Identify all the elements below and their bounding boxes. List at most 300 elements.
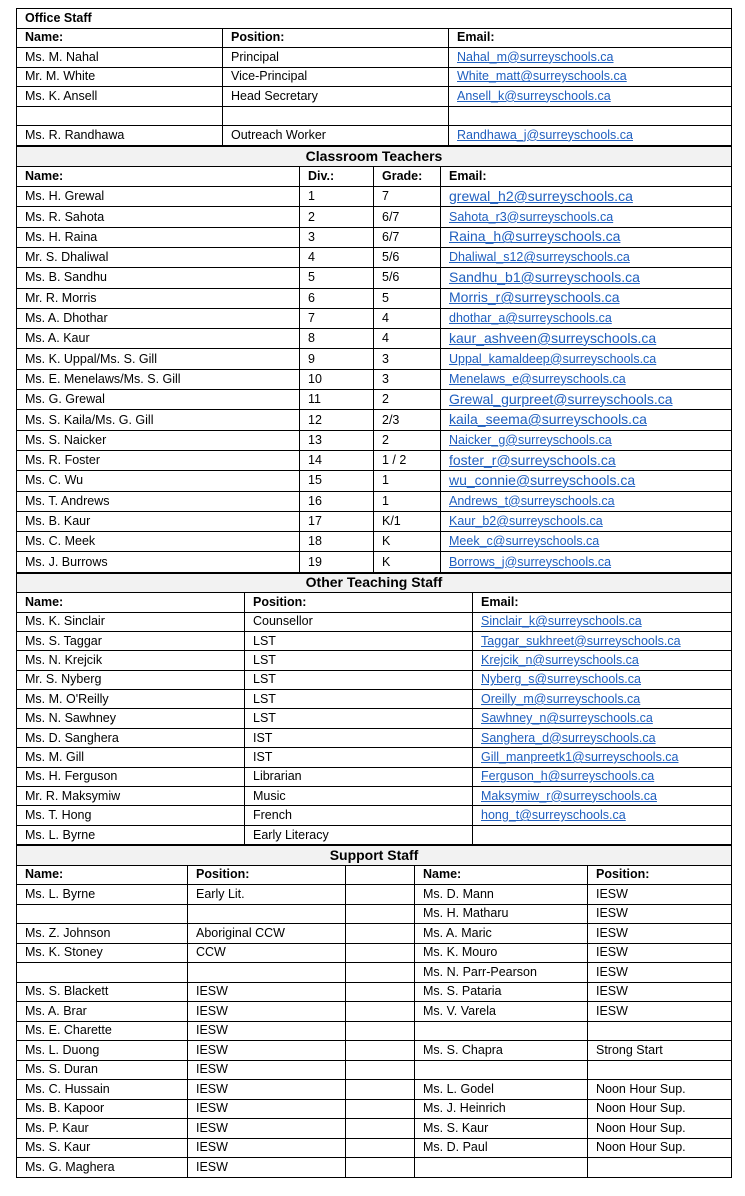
position-cell: IST [245,728,473,747]
div-cell: 16 [300,491,374,511]
email-link[interactable]: Grewal_gurpreet@surreyschools.ca [449,390,673,407]
position-cell: IESW [188,1041,346,1061]
name-cell: Ms. C. Meek [17,532,300,552]
classroom-header-div: Div.: [300,166,374,186]
name-cell: Ms. A. Dhothar [17,308,300,328]
position-cell-2: Noon Hour Sup. [588,1119,732,1139]
name-cell: Ms. H. Ferguson [17,767,245,786]
spacer-cell [346,885,415,905]
table-row [17,532,732,552]
email-cell [473,631,732,650]
table-row [17,767,732,786]
table-row [17,963,732,983]
name-cell: Ms. P. Kaur [17,1119,188,1139]
email-link[interactable]: Naicker_g@surreyschools.ca [449,432,612,447]
email-cell [441,430,732,450]
email-cell [473,728,732,747]
position-cell: Counsellor [245,612,473,631]
table-row [17,787,732,806]
position-cell: IESW [188,1021,346,1041]
position-cell: French [245,806,473,825]
grade-cell: 2 [374,430,441,450]
office-staff-title: Office Staff [17,9,732,29]
position-cell: IESW [188,982,346,1002]
email-cell [441,552,732,572]
position-cell: LST [245,631,473,650]
name-cell: Ms. S. Kaila/Ms. G. Gill [17,410,300,430]
table-row [17,207,732,227]
name-cell: Ms. C. Wu [17,471,300,491]
name-cell [17,904,188,924]
position-cell-2 [588,1021,732,1041]
name-cell-2: Ms. N. Parr-Pearson [415,963,588,983]
name-cell-2: Ms. S. Chapra [415,1041,588,1061]
email-cell [441,532,732,552]
email-cell [441,268,732,288]
position-cell-2: Noon Hour Sup. [588,1099,732,1119]
grade-cell: 4 [374,329,441,349]
table-row [17,982,732,1002]
grade-cell: 3 [374,349,441,369]
email-cell [473,806,732,825]
support-header-name-2: Name: [415,865,588,885]
name-cell: Ms. T. Hong [17,806,245,825]
name-cell: Ms. M. Nahal [17,48,223,68]
name-cell: Ms. R. Sahota [17,207,300,227]
position-cell-2: Strong Start [588,1041,732,1061]
position-cell [188,963,346,983]
position-cell [223,106,449,126]
name-cell [17,106,223,126]
table-row [17,390,732,410]
grade-cell: 5 [374,288,441,308]
name-cell: Ms. E. Menelaws/Ms. S. Gill [17,369,300,389]
name-cell: Ms. S. Kaur [17,1138,188,1158]
div-cell: 12 [300,410,374,430]
position-cell: IST [245,748,473,767]
email-link[interactable]: Borrows_j@surreyschools.ca [449,554,612,569]
name-cell: Ms. S. Duran [17,1060,188,1080]
name-cell: Mr. R. Morris [17,288,300,308]
name-cell: Ms. S. Blackett [17,982,188,1002]
div-cell: 1 [300,187,374,207]
name-cell-2: Ms. V. Varela [415,1002,588,1022]
name-cell: Ms. B. Sandhu [17,268,300,288]
position-cell-2: IESW [588,885,732,905]
div-cell: 4 [300,247,374,267]
table-row [17,491,732,511]
spacer-cell [346,924,415,944]
div-cell: 14 [300,450,374,470]
table-row [17,1099,732,1119]
name-cell: Ms. R. Randhawa [17,126,223,146]
email-cell [473,670,732,689]
div-cell: 13 [300,430,374,450]
office-staff-table [16,8,732,146]
table-row [17,106,732,126]
table-row [17,247,732,267]
spacer-cell [346,943,415,963]
div-cell: 3 [300,227,374,247]
name-cell-2: Ms. L. Godel [415,1080,588,1100]
name-cell: Ms. G. Maghera [17,1158,188,1178]
email-cell [449,87,732,107]
table-row [17,806,732,825]
position-cell: IESW [188,1119,346,1139]
table-row [17,187,732,207]
table-row [17,430,732,450]
name-cell: Ms. G. Grewal [17,390,300,410]
spacer-cell [346,1158,415,1178]
email-link[interactable]: Taggar_sukhreet@surreyschools.ca [481,633,681,648]
name-cell: Ms. S. Taggar [17,631,245,650]
name-cell: Mr. S. Dhaliwal [17,247,300,267]
position-cell: Outreach Worker [223,126,449,146]
classroom-teachers-table [16,146,732,573]
table-row [17,651,732,670]
position-cell-2: IESW [588,904,732,924]
table-row [17,67,732,87]
email-cell [441,369,732,389]
classroom-header-name: Name: [17,166,300,186]
position-cell-2: Noon Hour Sup. [588,1080,732,1100]
email-cell [441,227,732,247]
support-header-position: Position: [188,865,346,885]
div-cell: 8 [300,329,374,349]
spacer-cell [346,1060,415,1080]
table-row [17,709,732,728]
name-cell: Ms. Z. Johnson [17,924,188,944]
email-cell [441,329,732,349]
name-cell: Ms. L. Byrne [17,885,188,905]
other-teaching-staff-title: Other Teaching Staff [17,573,732,592]
grade-cell: 1 [374,471,441,491]
classroom-header-email: Email: [441,166,732,186]
email-link[interactable]: kaur_ashveen@surreyschools.ca [449,329,657,346]
name-cell-2: Ms. H. Matharu [415,904,588,924]
grade-cell: 2/3 [374,410,441,430]
table-row [17,369,732,389]
position-cell: LST [245,690,473,709]
name-cell: Ms. K. Ansell [17,87,223,107]
div-cell: 2 [300,207,374,227]
name-cell-2: Ms. A. Maric [415,924,588,944]
table-row [17,924,732,944]
email-cell [441,471,732,491]
email-cell [449,106,732,126]
email-link[interactable]: Randhawa_j@surreyschools.ca [457,127,633,142]
position-cell: IESW [188,1158,346,1178]
email-cell [441,491,732,511]
email-cell [441,187,732,207]
name-cell: Ms. K. Uppal/Ms. S. Gill [17,349,300,369]
email-link[interactable]: Nyberg_s@surreyschools.ca [481,672,641,687]
table-row [17,1158,732,1178]
office-header-name: Name: [17,28,223,48]
table-row [17,1021,732,1041]
name-cell: Ms. N. Krejcik [17,651,245,670]
support-header-position-2: Position: [588,865,732,885]
spacer-cell [346,1041,415,1061]
name-cell: Ms. B. Kaur [17,511,300,531]
table-row [17,1080,732,1100]
name-cell: Ms. J. Burrows [17,552,300,572]
position-cell: LST [245,709,473,728]
support-header-name: Name: [17,865,188,885]
email-link[interactable]: Andrews_t@surreyschools.ca [449,493,615,508]
name-cell: Ms. K. Stoney [17,943,188,963]
email-link[interactable]: Kaur_b2@surreyschools.ca [449,513,603,528]
name-cell: Mr. R. Maksymiw [17,787,245,806]
email-link[interactable]: Menelaws_e@surreyschools.ca [449,371,626,386]
position-cell: IESW [188,1002,346,1022]
email-cell [441,288,732,308]
grade-cell: 6/7 [374,227,441,247]
grade-cell: 5/6 [374,268,441,288]
grade-cell: K [374,552,441,572]
email-link[interactable]: Sawhney_n@surreyschools.ca [481,711,653,726]
email-link[interactable]: dhothar_a@surreyschools.ca [449,311,612,326]
position-cell: IESW [188,1060,346,1080]
name-cell [17,963,188,983]
name-cell: Mr. S. Nyberg [17,670,245,689]
email-cell [473,690,732,709]
table-row [17,471,732,491]
name-cell-2: Ms. J. Heinrich [415,1099,588,1119]
other-header-position: Position: [245,593,473,612]
email-cell [441,450,732,470]
position-cell: Aboriginal CCW [188,924,346,944]
email-link[interactable]: Ferguson_h@surreyschools.ca [481,769,655,784]
position-cell: CCW [188,943,346,963]
div-cell: 19 [300,552,374,572]
email-link[interactable]: Meek_c@surreyschools.ca [449,534,600,549]
spacer-cell [346,904,415,924]
table-row [17,1060,732,1080]
name-cell: Ms. C. Hussain [17,1080,188,1100]
grade-cell: 4 [374,308,441,328]
support-staff-title: Support Staff [17,846,732,866]
email-link[interactable]: Sinclair_k@surreyschools.ca [481,614,642,629]
email-cell [473,787,732,806]
name-cell-2 [415,1021,588,1041]
position-cell [188,904,346,924]
email-cell [473,767,732,786]
grade-cell: K/1 [374,511,441,531]
position-cell: Head Secretary [223,87,449,107]
grade-cell: 7 [374,187,441,207]
table-row [17,1041,732,1061]
position-cell: Vice-Principal [223,67,449,87]
div-cell: 9 [300,349,374,369]
grade-cell: 6/7 [374,207,441,227]
name-cell: Ms. R. Foster [17,450,300,470]
table-row [17,1002,732,1022]
email-link[interactable]: grewal_h2@surreyschools.ca [449,187,633,204]
email-link[interactable]: Sahota_r3@surreyschools.ca [449,209,614,224]
email-link[interactable]: wu_connie@surreyschools.ca [449,471,636,488]
grade-cell: 5/6 [374,247,441,267]
position-cell-2: IESW [588,1002,732,1022]
name-cell: Ms. M. Gill [17,748,245,767]
table-row [17,904,732,924]
position-cell: Music [245,787,473,806]
support-header-spacer [346,865,415,885]
position-cell: Early Lit. [188,885,346,905]
div-cell: 7 [300,308,374,328]
position-cell-2 [588,1158,732,1178]
email-link[interactable]: Oreilly_m@surreyschools.ca [481,691,641,706]
name-cell: Ms. H. Grewal [17,187,300,207]
table-row [17,631,732,650]
grade-cell: 3 [374,369,441,389]
position-cell-2: Noon Hour Sup. [588,1138,732,1158]
table-row [17,1138,732,1158]
div-cell: 10 [300,369,374,389]
table-row [17,450,732,470]
email-link[interactable]: Gill_manpreetk1@surreyschools.ca [481,749,679,764]
position-cell-2 [588,1060,732,1080]
name-cell: Ms. L. Byrne [17,825,245,844]
name-cell-2 [415,1158,588,1178]
name-cell-2 [415,1060,588,1080]
email-link[interactable]: hong_t@surreyschools.ca [481,808,626,823]
spacer-cell [346,1119,415,1139]
email-link[interactable]: kaila_seema@surreyschools.ca [449,411,647,427]
table-row [17,943,732,963]
position-cell: IESW [188,1138,346,1158]
email-cell [449,67,732,87]
name-cell: Ms. A. Kaur [17,329,300,349]
spacer-cell [346,1099,415,1119]
spacer-cell [346,1002,415,1022]
name-cell: Ms. T. Andrews [17,491,300,511]
position-cell-2: IESW [588,924,732,944]
name-cell-2: Ms. K. Mouro [415,943,588,963]
name-cell: Ms. D. Sanghera [17,728,245,747]
email-cell [449,126,732,146]
div-cell: 17 [300,511,374,531]
email-link[interactable]: Sanghera_d@surreyschools.ca [481,730,656,745]
office-header-email: Email: [449,28,732,48]
table-row [17,885,732,905]
office-header-position: Position: [223,28,449,48]
table-row [17,87,732,107]
table-row [17,329,732,349]
email-cell [441,410,732,430]
email-link[interactable]: Ansell_k@surreyschools.ca [457,88,611,103]
name-cell: Mr. M. White [17,67,223,87]
name-cell-2: Ms. S. Kaur [415,1119,588,1139]
table-row [17,825,732,844]
position-cell: LST [245,670,473,689]
spacer-cell [346,963,415,983]
email-cell [473,709,732,728]
grade-cell: 1 / 2 [374,450,441,470]
email-cell [473,748,732,767]
email-cell [441,390,732,410]
name-cell: Ms. A. Brar [17,1002,188,1022]
table-row [17,410,732,430]
name-cell: Ms. M. O'Reilly [17,690,245,709]
email-link[interactable]: Krejcik_n@surreyschools.ca [481,652,639,667]
div-cell: 15 [300,471,374,491]
div-cell: 18 [300,532,374,552]
table-row [17,552,732,572]
position-cell: IESW [188,1099,346,1119]
name-cell-2: Ms. D. Mann [415,885,588,905]
email-link[interactable]: White_matt@surreyschools.ca [457,69,627,84]
table-row [17,690,732,709]
position-cell: Early Literacy [245,825,473,844]
table-row [17,308,732,328]
email-link[interactable]: Sandhu_b1@surreyschools.ca [449,268,640,285]
email-cell [473,612,732,631]
other-header-name: Name: [17,593,245,612]
position-cell: LST [245,651,473,670]
email-cell [449,48,732,68]
table-row [17,268,732,288]
spacer-cell [346,1021,415,1041]
position-cell: IESW [188,1080,346,1100]
email-link[interactable]: Dhaliwal_s12@surreyschools.ca [449,250,630,265]
email-cell [473,825,732,844]
table-row [17,288,732,308]
grade-cell: 2 [374,390,441,410]
name-cell: Ms. E. Charette [17,1021,188,1041]
email-cell [441,308,732,328]
email-link[interactable]: Uppal_kamaldeep@surreyschools.ca [449,351,657,366]
table-row [17,670,732,689]
grade-cell: 1 [374,491,441,511]
email-link[interactable]: Maksymiw_r@surreyschools.ca [481,788,657,803]
table-row [17,126,732,146]
spacer-cell [346,1080,415,1100]
table-row [17,349,732,369]
name-cell-2: Ms. D. Paul [415,1138,588,1158]
name-cell: Ms. B. Kapoor [17,1099,188,1119]
table-row [17,612,732,631]
name-cell: Ms. N. Sawhney [17,709,245,728]
email-link[interactable]: Raina_h@surreyschools.ca [449,228,621,245]
email-cell [441,207,732,227]
table-row [17,48,732,68]
div-cell: 6 [300,288,374,308]
email-link[interactable]: foster_r@surreyschools.ca [449,451,616,468]
classroom-header-grade: Grade: [374,166,441,186]
name-cell: Ms. S. Naicker [17,430,300,450]
table-row [17,227,732,247]
table-row [17,748,732,767]
position-cell-2: IESW [588,943,732,963]
spacer-cell [346,1138,415,1158]
div-cell: 5 [300,268,374,288]
email-cell [441,247,732,267]
other-header-email: Email: [473,593,732,612]
support-staff-table [16,845,732,1178]
position-cell: Principal [223,48,449,68]
table-row [17,511,732,531]
div-cell: 11 [300,390,374,410]
position-cell-2: IESW [588,963,732,983]
email-cell [473,651,732,670]
classroom-teachers-title: Classroom Teachers [17,146,732,166]
table-row [17,1119,732,1139]
email-cell [441,511,732,531]
spacer-cell [346,982,415,1002]
email-link[interactable]: Nahal_m@surreyschools.ca [457,49,614,64]
email-link[interactable]: Morris_r@surreyschools.ca [449,289,620,306]
